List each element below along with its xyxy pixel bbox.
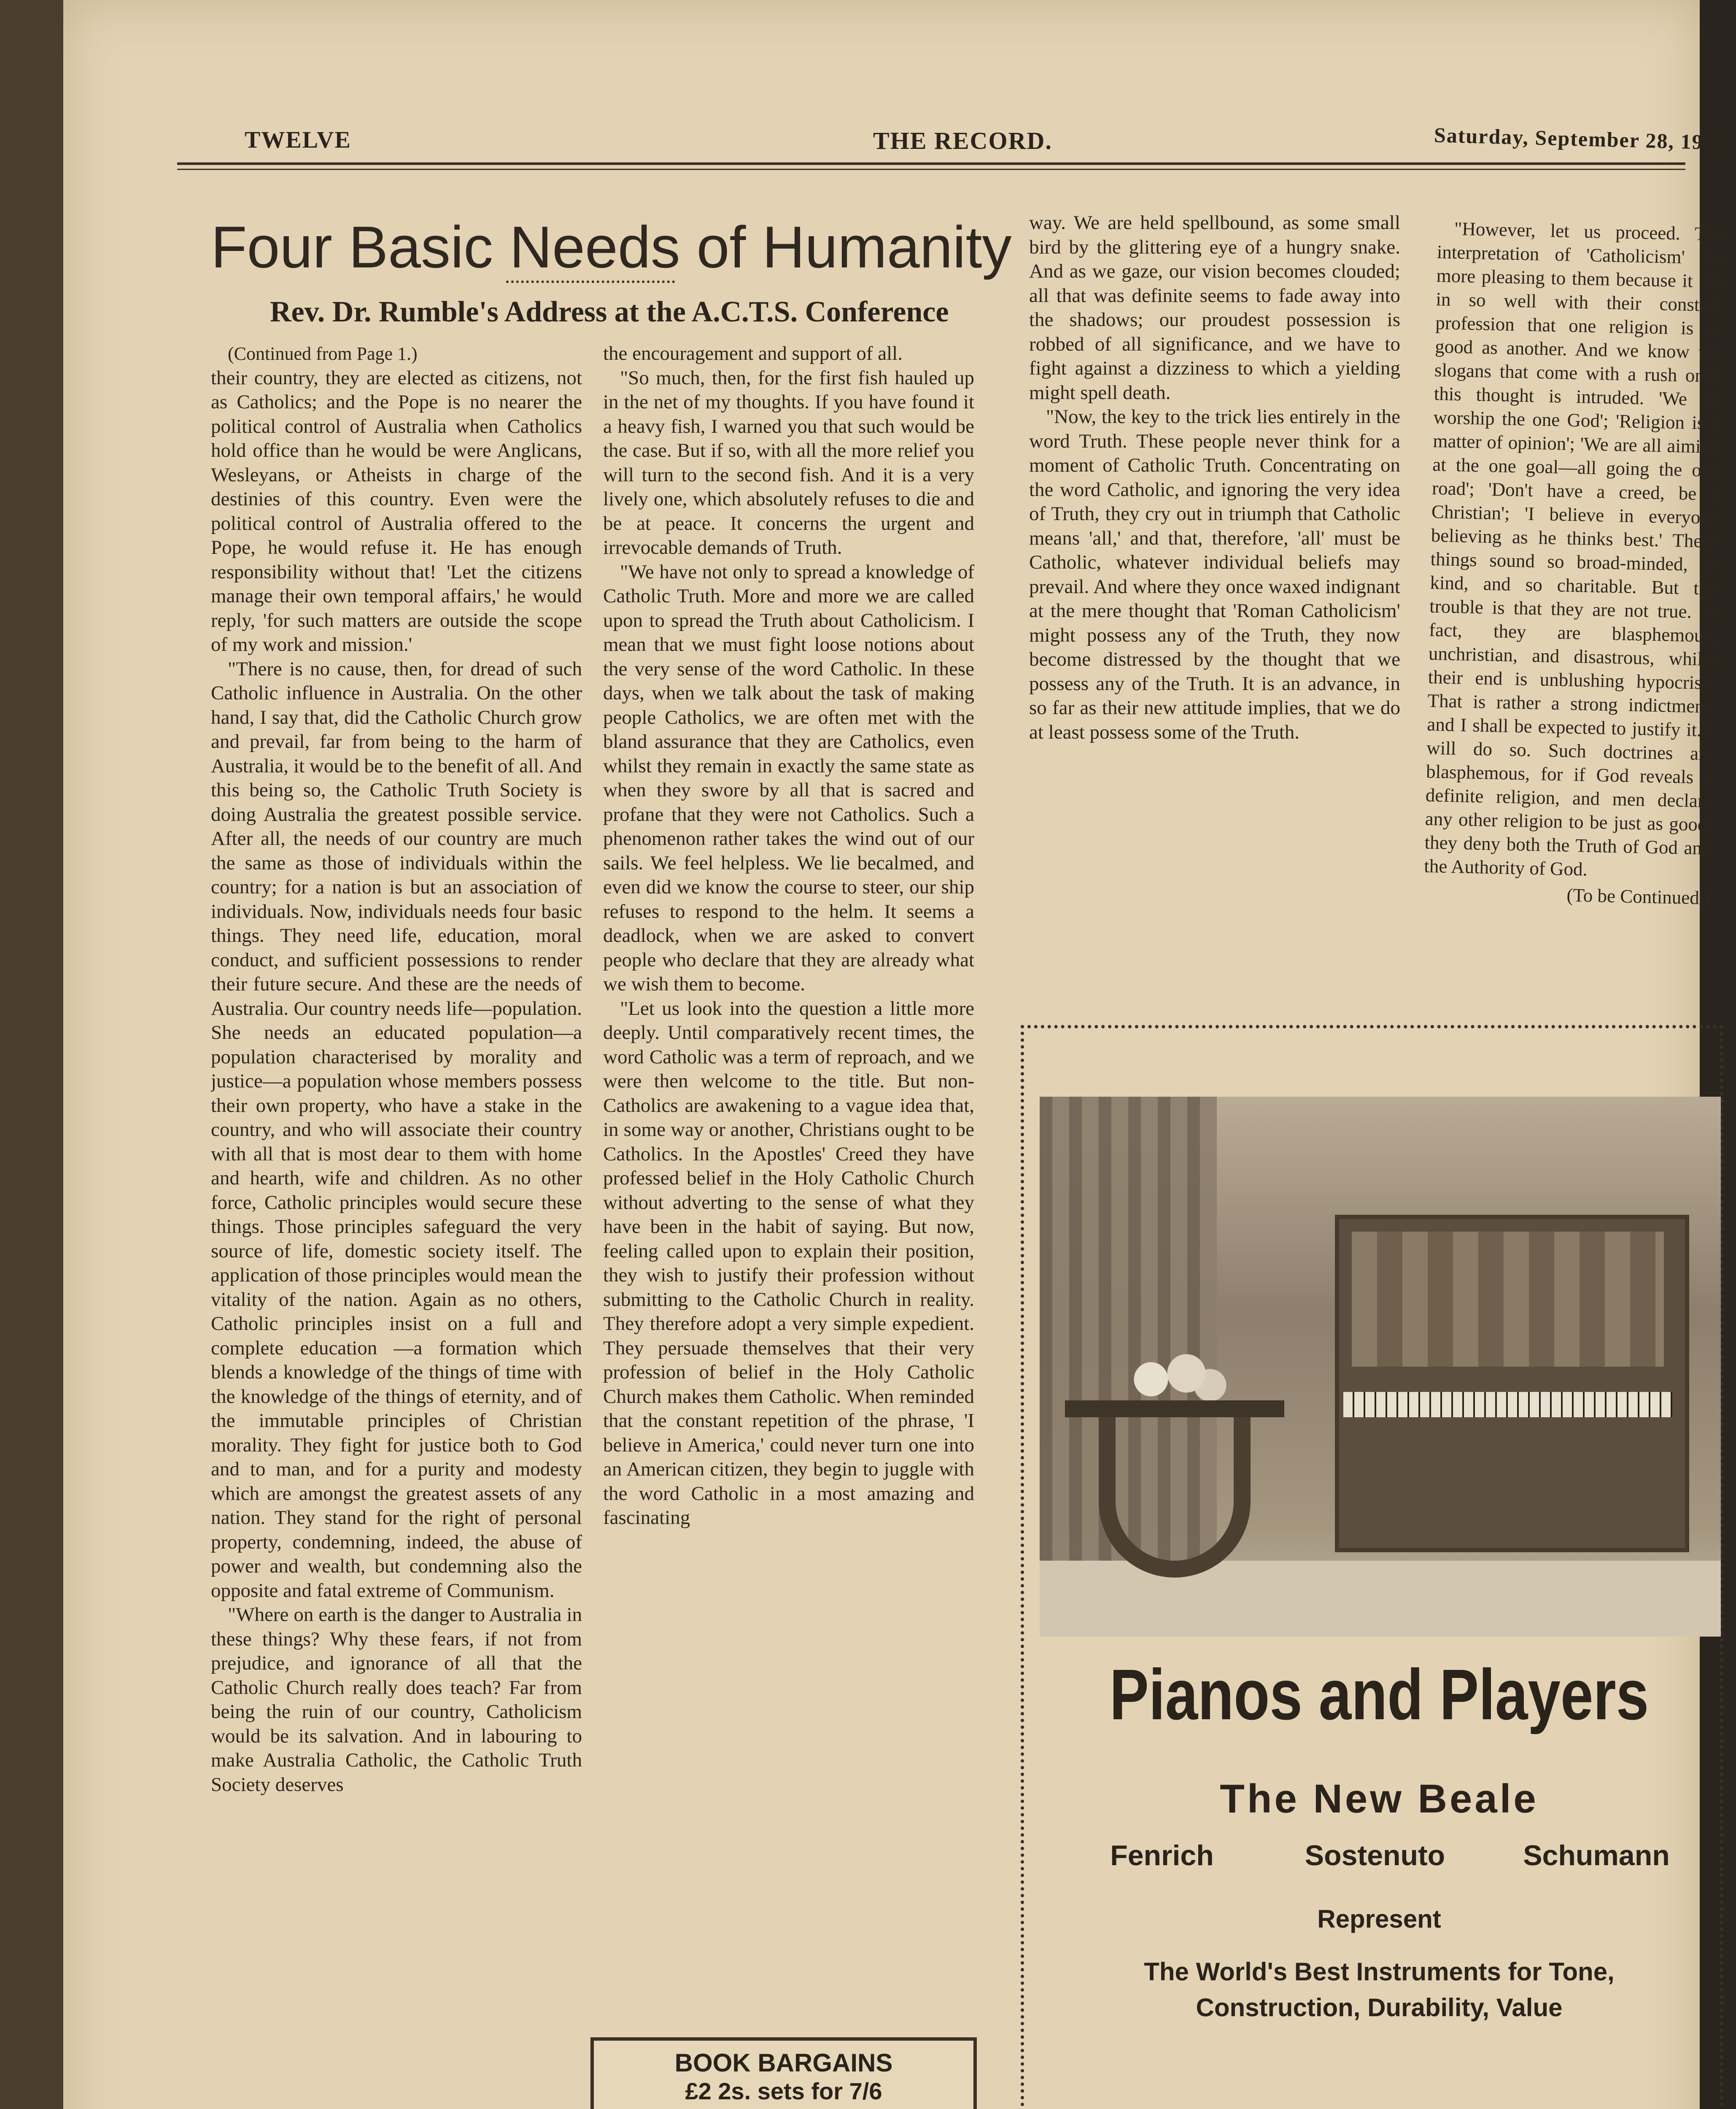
page-number-label: TWELVE xyxy=(245,127,351,153)
continued-note: (Continued from Page 1.) xyxy=(228,343,418,364)
article-paragraph: "We have not only to spread a knowledge of Catholic Truth. More and more we are called upon to spread the Truth about Catholicism. I mean that we must fight loose notions about the very sense of the word Catholic. In these days, when we talk about the task of making people Catholics, we are often met with the bland assurance that they are Catholics, even whilst they remain in exactly the same state as when they swore by all that is sacred and profane that they were not Catholics. Such a phenomenon rather takes the wind out of our sails. We feel helpless. We lie becalmed, and even did we know the course to steer, our ship refuses to respond to the helm. It seems a deadlock, when we are asked to convert people who declare that they are already what we wish them to become. xyxy=(603,561,974,995)
page-edge-left xyxy=(0,0,63,2109)
article-paragraph: "However, let us proceed. The interpretation of 'Catholicism' the more pleasing to them because it fits in so well with their constant profession that one religion is as good as another. And we know the slogans that come with a rush once this thought is intruded. 'We all worship the one God'; 'Religion is a matter of opinion'; 'We are all aiming at the one goal—all going the one road'; 'Don't have a creed, be a Christian'; 'I believe in everyone believing as he thinks best.' These things sound so broad-minded, so kind, and so charitable. But the trouble is that they are not true. In fact, they are blasphemous, unchristian, and disastrous, whilst their end is unblushing hypocrisy. That is rather a strong indictment, and I shall be expected to justify it. I will do so. Such doctrines are blasphemous, for if God reveals a definite religion, and men declare any other religion to be just as good, they deny both the Truth of God and the Authority of God. xyxy=(1423,218,1725,880)
header-rule-bottom xyxy=(177,169,1685,170)
pianos-headline: Pianos and Players xyxy=(1109,1655,1649,1735)
make-sostenuto: Sostenuto xyxy=(1305,1839,1445,1872)
article-column-3 xyxy=(1029,211,1400,1004)
side-table-image xyxy=(1065,1367,1284,1578)
article-paragraph: "Where on earth is the danger to Australia in these things? Why these fears, if not from prejudice, and ignorance of all that the Catholic Church really does teach? Far from being the ruin of our country, Catholicism would be its salvation. And in labouring to make Australia Catholic, the Catholic Truth Society deserves xyxy=(211,1604,582,1796)
piano-photograph xyxy=(1040,1097,1721,1637)
make-schumann: Schumann xyxy=(1523,1839,1670,1872)
article-paragraph: the encouragement and support of all. xyxy=(603,343,903,364)
books-offer: £2 2s. sets for 7/6 xyxy=(685,2078,882,2104)
article-column-2 xyxy=(603,342,974,2029)
book-bargains-ad xyxy=(590,2037,977,2109)
books-title: BOOK BARGAINS xyxy=(674,2049,893,2077)
issue-date: Saturday, September 28, 1935. xyxy=(1434,123,1733,155)
flower-vase-image xyxy=(1116,1350,1234,1409)
article-paragraph: "Now, the key to the trick lies entirely in the word Truth. These people never think for a moment of Catholic Truth. Concentrating on the word Catholic, and ignoring the very idea of Truth, they cry out in triumph that Catholic means 'all,' and that, therefore, 'all' must be Catholic, whatever individual beliefs may prevail. And where they once waxed indignant at the mere thought that 'Roman Catholicism' might possess any of the Truth, they now become distressed by the thought that we possess any of the Truth. It is an advance, in so far as their new attitude implies, that we do at least possess some of the Truth. xyxy=(1029,406,1400,743)
claim-line-2: Construction, Durability, Value xyxy=(1196,1993,1563,2022)
piano-panel xyxy=(1352,1232,1664,1367)
article-column-4 xyxy=(1422,216,1724,973)
header-rule-top xyxy=(177,162,1685,165)
article-column-1 xyxy=(211,342,582,2109)
make-fenrich: Fenrich xyxy=(1110,1839,1214,1872)
article-paragraph: their country, they are elected as citizens, not as Catholics; and the Pope is no nearer the political control of Australia when Catholics hold office than he would be were Anglicans, Wesleyans, or Atheists in charge of the destinies of this country. Even were the political control of Australia offered to the Pope, he would refuse it. He has enough responsibility without that! 'Let the citizens manage their own temporal affairs,' he would reply, 'for such matters are outside the scope of my work and mission.' xyxy=(211,367,582,655)
new-beale-brand: The New Beale xyxy=(1220,1776,1539,1821)
claim-line-1: The World's Best Instruments for Tone, xyxy=(1144,1958,1615,1986)
article-subheadline: Rev. Dr. Rumble's Address at the A.C.T.S. Conference xyxy=(270,296,949,328)
table-base xyxy=(1099,1417,1251,1578)
article-paragraph: way. We are held spellbound, as some small bird by the glittering eye of a hungry snake. And as we gaze, our vision becomes clouded; all that was definite seems to fade away into the shadows; our proudest possession is robbed of all significance, and we have to fight against a dizziness to which a yielding might spell death. xyxy=(1029,212,1400,404)
table-top xyxy=(1065,1400,1284,1417)
to-be-continued-note: (To be Continued.) xyxy=(1566,884,1711,909)
article-paragraph: "There is no cause, then, for dread of such Catholic influence in Australia. On the other hand, I say that, did the Catholic Church grow and prevail, far from being to the harm of Australia, it would be to the benefit of all. And this being so, the Catholic Truth Society is doing Australia the greatest possible service. After all, the needs of our country are much the same as those of individuals within the country; for a nation is but an association of individuals. Now, individuals needs four basic things. They need life, education, moral conduct, and sufficient possessions to render their future secure. And these are the needs of Australia. Our country needs life—population. She needs an educated population—a population characterised by morality and justice—a population whose members possess their own property, who have a stake in the country, and who will associate their country with all that is most dear to them with home and hearth, wife and children. As no other force, Catholic principles would secure these things. Those principles safeguard the very source of life, domestic society itself. The application of those principles would mean the vitality of the nation. Again as no others, Catholic principles insist on a full and complete education —a formation which blends a knowledge of the things of time with the knowledge of the things of eternity, and of the immutable principles of Christian morality. They fight for justice both to God and to man, and for a purity and modesty which are amongst the greatest assets of any nation. They stand for the right of personal property, condemning, indeed, the abuse of power and wealth, but condemning also the opposite and fatal extreme of Communism. xyxy=(211,658,582,1602)
piano-keyboard xyxy=(1343,1392,1672,1417)
headline-ornament xyxy=(506,280,675,286)
article-paragraph: "So much, then, for the first fish hauled up in the net of my thoughts. If you have found it a heavy fish, I warned you that such would be the case. But if so, with all the more relief you will turn to the second fish. And it is a very lively one, which absolutely refuses to die and be at peace. It concerns the urgent and irrevocable demands of Truth. xyxy=(603,367,974,558)
represent-label: Represent xyxy=(1317,1905,1441,1933)
masthead: THE RECORD. xyxy=(873,127,1052,154)
article-paragraph: "Let us look into the question a little more deeply. Until comparatively recent times, the word Catholic was a term of reproach, and we were then welcome to the title. But non-Catholics are awakening to a vague idea that, in some way or another, Christians ought to be Catholics. In the Apostles' Creed they have professed belief in the Holy Catholic Church without adverting to the sense of what they have been in the habit of saying. But now, feeling called upon to explain their position, they wish to justify their profession without submitting to the Catholic Church in reality. They therefore adopt a very simple expedient. They persuade themselves that their very profession of belief in the Holy Catholic Church makes them Catholic. When reminded that the constant repetition of the phrase, 'I believe in America,' could never turn one into an American citizen, they begin to juggle with the word Catholic in a most amazing and fascinating xyxy=(603,997,974,1529)
article-headline: Four Basic Needs of Humanity xyxy=(211,214,1012,280)
